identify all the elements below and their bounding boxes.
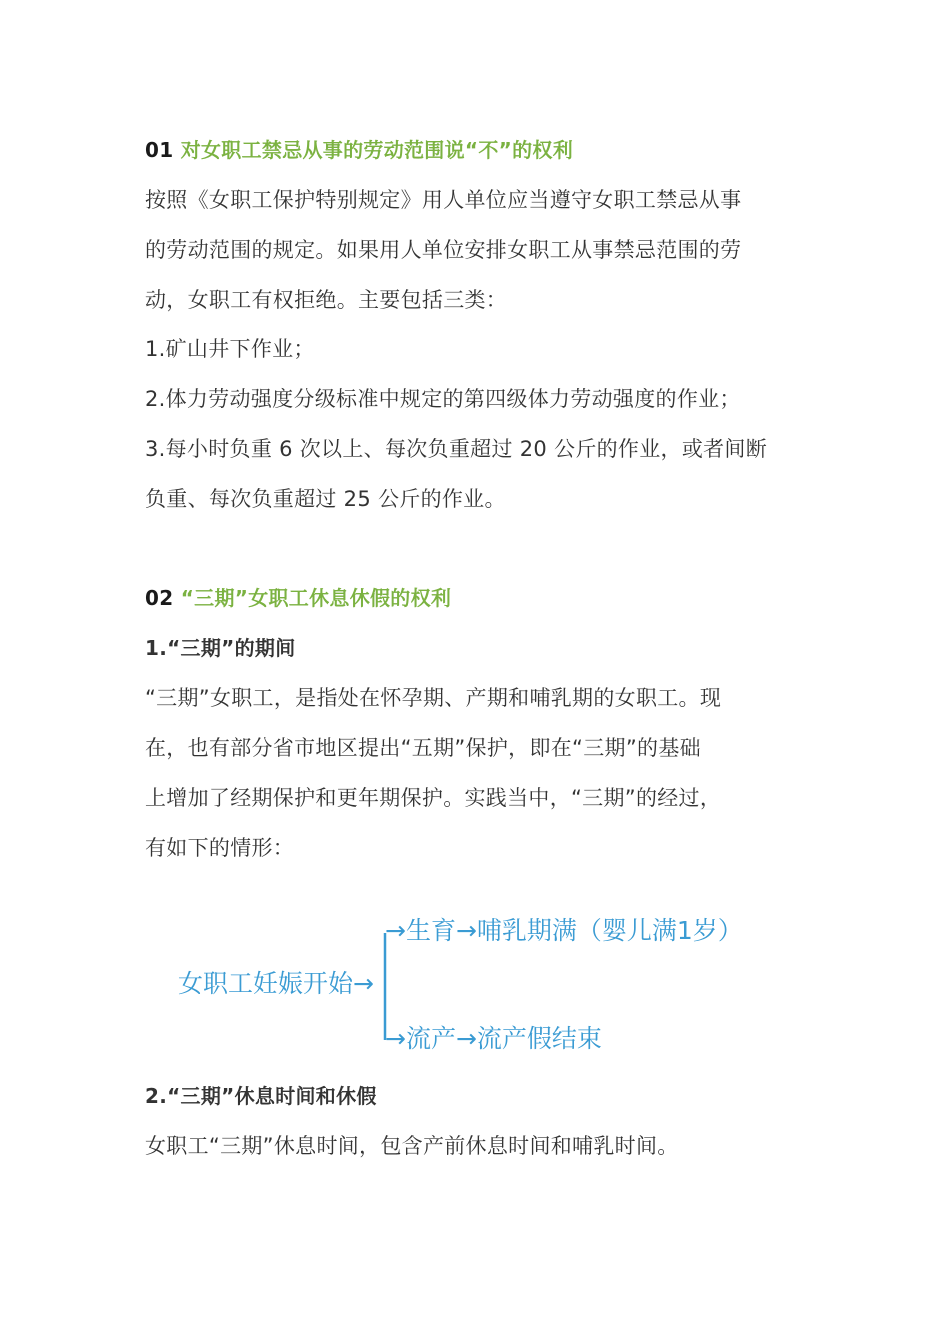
subsection-1-paragraph-line: 在，也有部分省市地区提出“五期”保护，即在“三期”的基础 — [145, 736, 701, 760]
subsection-1-title: 1.“三期”的期间 — [145, 636, 296, 660]
subsection-2-paragraph: 女职工“三期”休息时间，包含产前休息时间和哺乳时间。 — [145, 1134, 679, 1158]
section-1-list-item: 3.每小时负重 6 次以上、每次负重超过 20 公斤的作业，或者间断 — [145, 437, 768, 461]
section-1-title: 对女职工禁忌从事的劳动范围说“不”的权利 — [180, 138, 573, 162]
subsection-1-paragraph-line: 上增加了经期保护和更年期保护。实践当中，“三期”的经过， — [145, 786, 722, 810]
section-1-number: 01 — [145, 138, 174, 162]
subsection-2-title: 2.“三期”休息时间和休假 — [145, 1084, 377, 1108]
section-1-paragraph-line: 动，女职工有权拒绝。主要包括三类： — [145, 288, 508, 312]
diagram-start-node: 女职工妊娠开始→ — [178, 969, 374, 998]
diagram-bottom-branch: →流产→流产假结束 — [385, 1024, 602, 1053]
subsection-1-paragraph-line: 有如下的情形： — [145, 836, 295, 860]
section-2-title: “三期”女职工休息休假的权利 — [180, 586, 452, 610]
section-1-paragraph-line: 按照《女职工保护特别规定》用人单位应当遵守女职工禁忌从事 — [145, 188, 742, 212]
section-2-heading — [145, 583, 451, 613]
three-periods-flow-diagram — [170, 900, 810, 1065]
section-1-heading — [145, 135, 573, 165]
section-1-list-item: 1.矿山井下作业； — [145, 337, 315, 361]
section-1-paragraph-line: 的劳动范围的规定。如果用人单位安排女职工从事禁忌范围的劳 — [145, 238, 742, 262]
section-1-list-item: 2.体力劳动强度分级标准中规定的第四级体力劳动强度的作业； — [145, 387, 741, 411]
diagram-top-branch: →生育→哺乳期满（婴儿满1岁） — [385, 916, 743, 945]
section-2-number: 02 — [145, 586, 174, 610]
section-1-list-item: 负重、每次负重超过 25 公斤的作业。 — [145, 487, 506, 511]
subsection-1-paragraph-line: “三期”女职工，是指处在怀孕期、产期和哺乳期的女职工。现 — [145, 686, 722, 710]
